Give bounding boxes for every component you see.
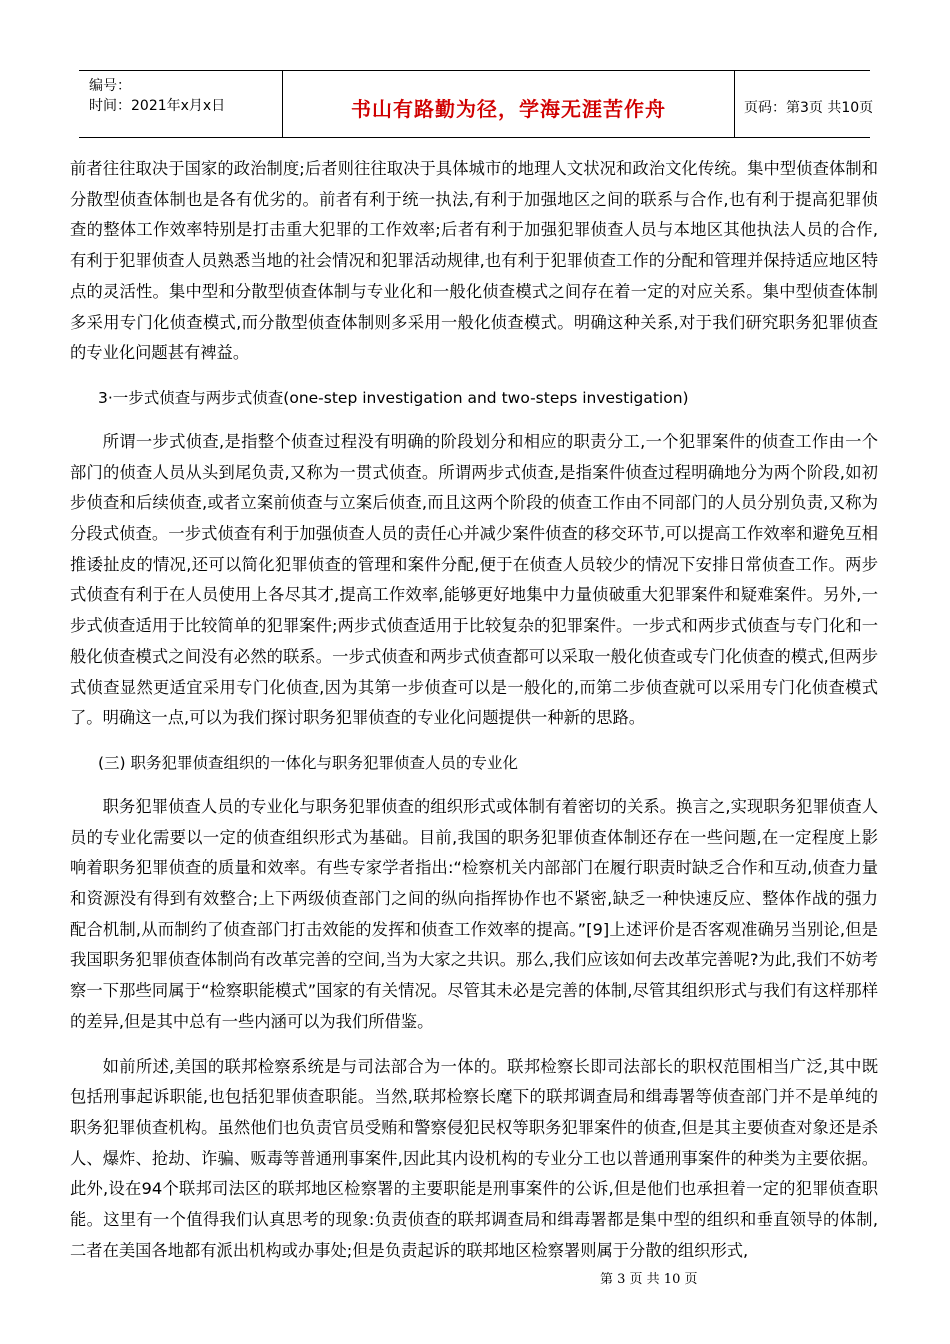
header-middle-cell <box>282 71 735 137</box>
header-motto: 书山有路勤为径，学海无涯苦作舟 <box>351 97 666 121</box>
header-left-cell <box>79 71 282 137</box>
paragraph-2: 所谓一步式侦查,是指整个侦查过程没有明确的阶段划分和相应的职责分工,一个犯罪案件的侦查工作由一个部门的侦查人员从头到尾负责,又称为一贯式侦查。所谓两步式侦查,是指案件侦查过程明确地分为两个阶段,如初步侦查和后续侦查,或者立案前侦查与立案后侦查,而且这两个阶段的侦查工作由不同部门的人员分别负责,又称为分段式侦查。一步式侦查有利于加强侦查人员的责任心并减少案件侦查的移交环节,可以提高工作效率和避免互相推诿扯皮的情况,还可以简化犯罪侦查的管理和案件分配,便于在侦查人员较少的情况下安排日常侦查工作。两步式侦查有利于在人员使用上各尽其才,提高工作效率,能够更好地集中力量侦破重大犯罪案件和疑难案件。另外,一步式侦查适用于比较简单的犯罪案件;两步式侦查适用于比较复杂的犯罪案件。一步式和两步式侦查与专门化和一般化侦查模式之间没有必然的联系。一步式侦查和两步式侦查都可以采取一般化侦查或专门化侦查的模式,但两步式侦查显然更适宜采用专门化侦查,因为其第一步侦查可以是一般化的,而第二步侦查就可以采用专门化侦查模式了。明确这一点,可以为我们探讨职务犯罪侦查的专业化问题提供一种新的思路。 <box>70 431 878 728</box>
header-page-number: 页码：第3页 共10页 <box>744 100 874 116</box>
document-number-label: 编号： <box>89 78 131 94</box>
document-time-label: 时间：2021年x月x日 <box>89 98 226 114</box>
paragraph-4: 如前所述,美国的联邦检察系统是与司法部合为一体的。联邦检察长即司法部长的职权范围相当广泛,其中既包括刑事起诉职能,也包括犯罪侦查职能。当然,联邦检察长麾下的联邦调查局和缉毒署等侦查部门并不是单纯的职务犯罪侦查机构。虽然他们也负责官员受贿和警察侵犯民权等职务犯罪案件的侦查,但是其主要侦查对象还是杀人、爆炸、抢劫、诈骗、贩毒等普通刑事案件,因此其内设机构的专业分工也以普通刑事案件的种类为主要依据。此外,设在94个联邦司法区的联邦地区检察署的主要职能是刑事案件的公诉,但是他们也承担着一定的犯罪侦查职能。这里有一个值得我们认真思考的现象:负责侦查的联邦调查局和缉毒署都是集中型的组织和垂直领导的体制,二者在美国各地都有派出机构或办事处;但是负责起诉的联邦地区检察署则属于分散的组织形式, <box>70 1056 878 1260</box>
header-right-cell <box>734 71 874 137</box>
page-header <box>79 70 874 138</box>
paragraph-1: 前者往往取决于国家的政治制度;后者则往往取决于具体城市的地理人文状况和政治文化传统。集中型侦查体制和分散型侦查体制也是各有优劣的。前者有利于统一执法,有利于加强地区之间的联系与合作,也有利于提高犯罪侦查的整体工作效率特别是打击重大犯罪的工作效率;后者有利于加强犯罪侦查人员与本地区其他执法人员的合作,有利于犯罪侦查人员熟悉当地的社会情况和犯罪活动规律,也有利于犯罪侦查工作的分配和管理并保持适应地区特点的灵活性。集中型和分散型侦查体制与专业化和一般化侦查模式之间存在着一定的对应关系。集中型侦查体制多采用专门化侦查模式,而分散型侦查体制则多采用一般化侦查模式。明确这种关系,对于我们研究职务犯罪侦查的专业化问题甚有裨益。 <box>70 159 878 363</box>
section-heading-organization-integration: (三) 职务犯罪侦查组织的一体化与职务犯罪侦查人员的专业化 <box>98 753 519 772</box>
page-footer: 第 3 页 共 10 页 <box>600 1272 698 1287</box>
document-body <box>70 154 878 1267</box>
section-heading-one-step-investigation: 3·一步式侦查与两步式侦查(one-step investigation and two-steps investigation) <box>98 388 689 407</box>
paragraph-3: 职务犯罪侦查人员的专业化与职务犯罪侦查的组织形式或体制有着密切的关系。换言之,实现职务犯罪侦查人员的专业化需要以一定的侦查组织形式为基础。目前,我国的职务犯罪侦查体制还存在一些问题,在一定程度上影响着职务犯罪侦查的质量和效率。有些专家学者指出:“检察机关内部部门在履行职责时缺乏合作和互动,侦查力量和资源没有得到有效整合;上下两级侦查部门之间的纵向指挥协作也不紧密,缺乏一种快速反应、整体作战的强力配合机制,从而制约了侦查部门打击效能的发挥和侦查工作效率的提高。”[9]上述评价是否客观准确另当别论,但是我国职务犯罪侦查体制尚有改革完善的空间,当为大家之共识。那么,我们应该如何去改革完善呢?为此,我们不妨考察一下那些同属于“检察职能模式”国家的有关情况。尽管其未必是完善的体制,尽管其组织形式与我们有这样那样的差异,但是其中总有一些内涵可以为我们所借鉴。 <box>70 796 878 1031</box>
